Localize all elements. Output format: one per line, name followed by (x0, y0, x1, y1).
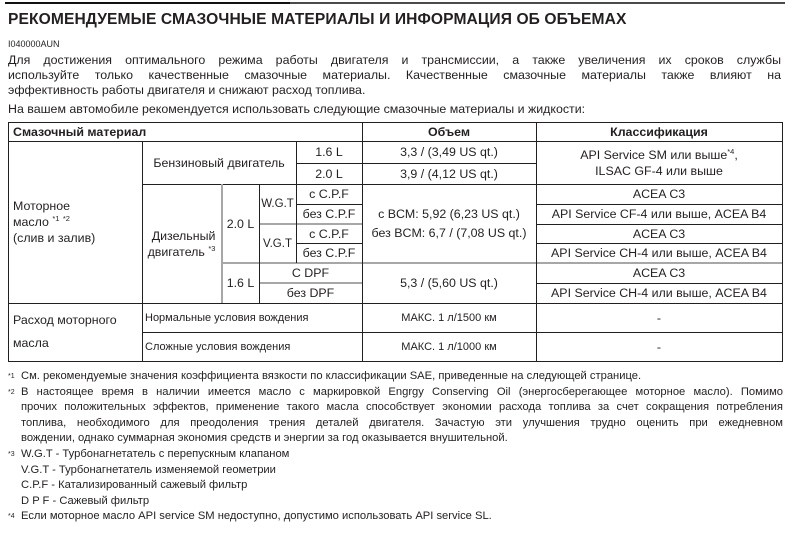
diesel-label-line: Дизельный (151, 228, 216, 243)
intro-line: эффективность работы двигателя и снижают расход топлива. (8, 83, 366, 97)
page-title: РЕКОМЕНДУЕМЫЕ СМАЗОЧНЫЕ МАТЕРИАЛЫ И ИНФОРМАЦИЯ ОБ ОБЪЕМАХ (8, 11, 627, 28)
diesel-classification: API Service CH-4 или выше, ACEA B4 (551, 246, 767, 260)
footnote-line: топлива, необходимого для преодоления трения деталей двигателя. Зачастую эти улучшения трудно оценить при ежедневном (21, 416, 783, 429)
footnote-mark: *1 (8, 373, 15, 380)
filter-without-dpf: без DPF (286, 286, 335, 300)
footnote-1 (8, 369, 783, 385)
engine-oil-label-line: (слив и залив) (13, 231, 96, 245)
consumption-normal-classification: - (656, 310, 662, 325)
diesel-size-1-6: 1.6 L (226, 276, 255, 290)
petrol-volume-1-6: 3,3 / (3,49 US qt.) (400, 145, 498, 159)
footnote-line: V.G.T - Турбонагнетатель изменяемой геометрии (21, 463, 276, 476)
consumption-severe-value: МАКС. 1 л/1000 км (401, 340, 497, 353)
condition-severe: Сложные условия вождения (145, 340, 291, 353)
top-rule-accent (5, 2, 290, 4)
document-code: I040000AUN (8, 39, 60, 49)
footnote-mark: *2 (8, 388, 15, 396)
petrol-size-1-6: 1.6 L (315, 145, 343, 159)
diesel-classification: API Service CH-4 или выше, ACEA B4 (551, 286, 767, 300)
petrol-size-2-0: 2.0 L (315, 166, 343, 181)
filter-wgt-without-cpf: без C.P.F (302, 207, 356, 221)
footnote-line: В настоящее время в наличии имеется масло с маркировкой Engrgy Conserving Oil (энергосберегающее моторное масло). Помимо (21, 385, 783, 398)
footnote-ref: *1 (52, 213, 60, 223)
footnote-ref: *4 (727, 146, 735, 156)
diesel-classification: ACEA C3 (632, 226, 686, 241)
diesel-volume-1-6: 5,3 / (5,60 US qt.) (400, 276, 498, 290)
intro-line: Для достижения оптимального режима работы двигателя и трансмиссии, а также увеличения их сроков службы (8, 53, 781, 67)
diesel-volume-2-0 (362, 184, 536, 263)
intro-paragraph (8, 53, 781, 98)
footnote-text: Если моторное масло API service SM недоступно, допустимо использовать API service SL. (21, 510, 492, 523)
diesel-classification: ACEA C3 (632, 187, 686, 201)
diesel-classification: ACEA C3 (632, 266, 686, 280)
table-border-bottom (8, 361, 783, 362)
table-border-right (782, 122, 783, 362)
intro-paragraph-2: На вашем автомобиле рекомендуется использовать следующие смазочные материалы и жидкости: (8, 102, 586, 116)
petrol-volume-2-0: 3,9 / (4,12 US qt.) (400, 166, 498, 181)
header-volume: Объем (427, 124, 471, 139)
petrol-classification-line: ILSAC GF-4 или выше (595, 163, 723, 178)
petrol-classification: API Service SM или выше$^{*4}$, ILSAC GF-4 или выше (580, 146, 738, 178)
filter-vgt-without-cpf: без C.P.F (302, 246, 356, 260)
consumption-normal-value: МАКС. 1 л/1500 км (401, 311, 497, 324)
header-lubricant: Смазочный материал (13, 124, 147, 139)
filter-vgt-with-cpf: с C.P.F (309, 226, 349, 241)
diesel-volume-line: без BCM: 6,7 / (7,08 US qt.) (371, 225, 527, 240)
footnote-2 (8, 385, 783, 447)
footnote-line: C.P.F - Катализированный сажевый фильтр (21, 479, 248, 492)
footnote-mark: *3 (8, 450, 15, 458)
consumption-severe-classification: - (656, 339, 662, 354)
footnote-line: W.G.T - Турбонагнетатель с перепускным клапаном (21, 447, 290, 460)
consumption-label-line: масла (13, 336, 49, 350)
petrol-engine-label: Бензиновый двигатель (153, 155, 285, 170)
diesel-engine-label (142, 184, 221, 303)
engine-oil-label-line: масло (13, 215, 49, 229)
footnote-mark: *4 (8, 513, 15, 521)
footnote-text: См. рекомендуемые значения коэффициента вязкости по классификации SAE, приведенные на следующей странице. (21, 370, 642, 382)
footnote-ref: *2 (62, 213, 70, 223)
intro-line: используйте только качественные смазочные материалы. Качественные смазочные материалы также влияют на (8, 68, 781, 82)
turbo-wgt: W.G.T (261, 197, 294, 210)
filter-with-dpf: С DPF (291, 266, 330, 280)
footnotes (8, 369, 783, 525)
condition-normal: Нормальные условия вождения (145, 311, 309, 324)
turbo-vgt: V.G.T (263, 237, 292, 250)
petrol-classification-line: API Service SM или выше (580, 147, 728, 162)
footnote-4 (8, 509, 783, 525)
footnote-3 (8, 447, 783, 509)
engine-oil-label (8, 141, 142, 303)
diesel-size-2-0: 2.0 L (226, 216, 255, 231)
diesel-classification: API Service CF-4 или выше, ACEA B4 (551, 207, 767, 221)
oil-consumption-label (8, 303, 142, 361)
consumption-label-line: Расход моторного (13, 313, 117, 327)
footnote-ref: *3 (208, 243, 216, 253)
header-classification: Классификация (610, 124, 708, 139)
top-rule (5, 2, 785, 4)
filter-wgt-with-cpf: с C.P.F (309, 187, 349, 201)
engine-oil-label-line: Моторное (13, 199, 71, 213)
diesel-label-line: двигатель (147, 244, 205, 259)
diesel-volume-line: с BCM: 5,92 (6,23 US qt.) (378, 206, 520, 221)
footnote-line: прочих положительных эффектов, применение такого масла способствует экономии расхода топлива за счет сокращения потребления (21, 401, 783, 414)
footnote-line: D P F - Сажевый фильтр (21, 494, 150, 507)
footnote-line: вождении, однако суммарная экономия средств и энергии за год оказывается внушительной. (21, 432, 508, 445)
